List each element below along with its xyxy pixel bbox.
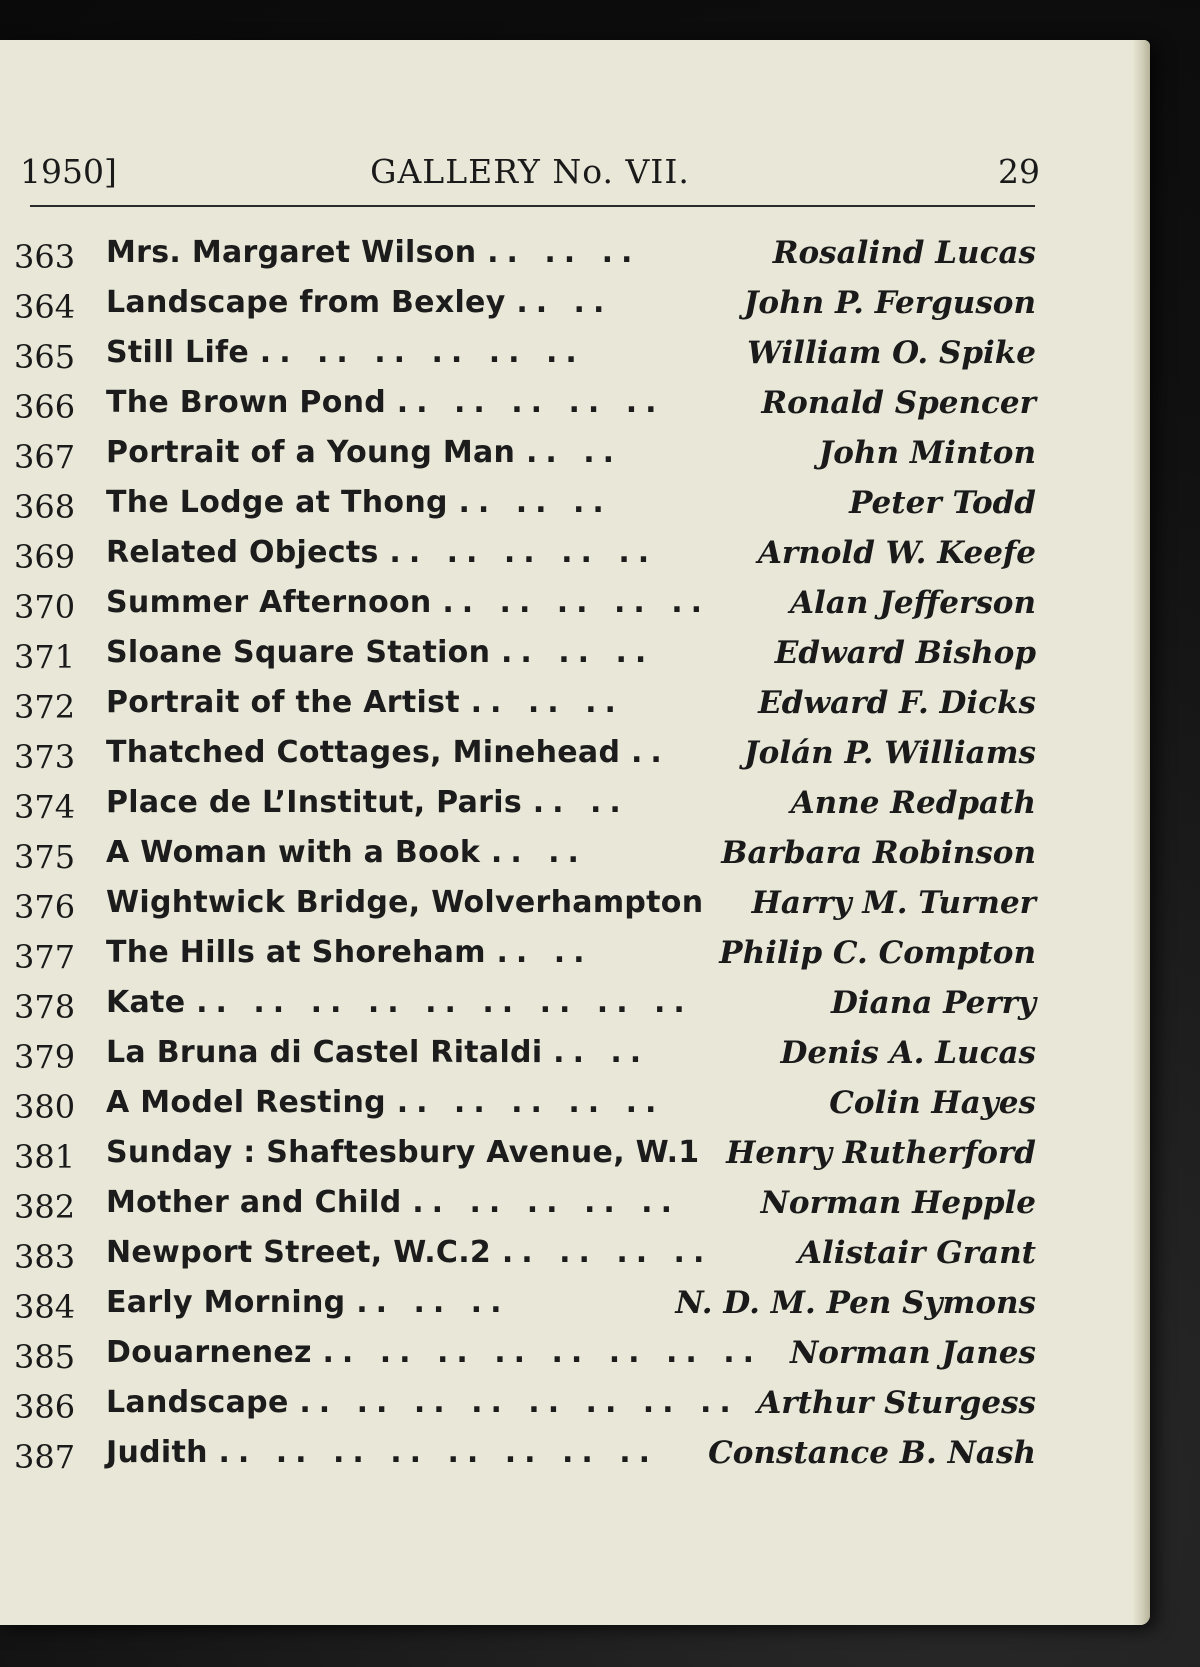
entry-title [106,1328,762,1378]
entry-title [106,1278,509,1328]
entry-title-text: Sunday : Shaftesbury Avenue, W.1 [106,1135,700,1170]
entry-title-text: Thatched Cottages, Minehead [106,735,621,770]
entry-number: 381 [14,1138,76,1176]
catalogue-entry [14,1228,1036,1278]
catalogue-entry [14,728,1036,778]
entry-title-text: The Hills at Shoreham [106,935,486,970]
entry-artist: Anne Redpath [790,785,1036,821]
entry-number: 371 [14,638,76,676]
dot-leader: .. .. [516,285,613,320]
entry-number: 367 [14,438,76,476]
catalogue-entry [14,678,1036,728]
dot-leader: .. .. .. .. .. .. .. .. .. [196,985,693,1020]
entry-title [106,1078,664,1128]
entry-title-text: Summer Afternoon [106,585,432,620]
entry-number: 370 [14,588,76,626]
entry-artist: N. D. M. Pen Symons [675,1285,1036,1321]
dot-leader: .. .. .. [487,235,641,270]
catalogue-entry [14,878,1036,928]
dot-leader: .. .. .. .. .. .. [259,335,585,370]
entry-artist: Colin Hayes [829,1085,1036,1121]
catalogue-entry [14,528,1036,578]
entry-title-text: Judith [106,1435,208,1470]
entry-number: 363 [14,238,76,276]
entry-artist: Jolán P. Williams [743,735,1036,771]
entry-number: 379 [14,1038,76,1076]
entry-artist: Peter Todd [849,485,1036,521]
entry-number: 385 [14,1338,76,1376]
catalogue-page [0,40,1150,1625]
entry-title-text: A Model Resting [106,1085,386,1120]
running-head [20,152,1040,202]
entry-title-text: Mother and Child [106,1185,402,1220]
catalogue-entry [14,378,1036,428]
dot-leader: .. .. .. .. .. .. .. .. [218,1435,658,1470]
entry-number: 368 [14,488,76,526]
entry-title [106,928,593,978]
catalogue-entry [14,628,1036,678]
entry-title-text: La Bruna di Castel Ritaldi [106,1035,543,1070]
entry-artist: Ronald Spencer [761,385,1036,421]
entry-number: 369 [14,538,76,576]
catalogue-entry [14,1328,1036,1378]
entry-title-text: Wightwick Bridge, Wolverhampton [106,885,704,920]
entry-artist: Arnold W. Keefe [757,535,1036,571]
entry-title [106,828,587,878]
catalogue-entry [14,478,1036,528]
entry-artist: John Minton [818,435,1036,471]
catalogue-entry [14,278,1036,328]
entry-title [106,1378,739,1428]
catalogue-entry [14,1128,1036,1178]
dot-leader: .. .. [553,1035,650,1070]
page-number: 29 [998,152,1040,191]
entry-artist: Barbara Robinson [721,835,1036,871]
entry-number: 377 [14,938,76,976]
entry-number: 380 [14,1088,76,1126]
dot-leader: .. .. .. [356,1285,510,1320]
entry-title [106,378,665,428]
dot-leader: .. .. .. [470,685,624,720]
catalogue-entry [14,1378,1036,1428]
entry-artist: Denis A. Lucas [780,1035,1036,1071]
entry-artist: Harry M. Turner [751,885,1036,921]
catalogue-entry [14,928,1036,978]
entry-title [106,528,657,578]
entry-title-text: Early Morning [106,1285,346,1320]
dot-leader: .. .. .. .. .. .. .. .. [299,1385,739,1420]
catalogue-entry [14,428,1036,478]
entry-artist: Diana Perry [830,985,1036,1021]
entry-title [106,978,693,1028]
entry-number: 376 [14,888,76,926]
entry-title [106,1428,658,1478]
dot-leader: .. .. .. .. .. .. .. .. [322,1335,762,1370]
catalogue-entry [14,1178,1036,1228]
entry-artist: William O. Spike [747,335,1036,371]
entry-number: 374 [14,788,76,826]
entry-title [106,278,612,328]
entry-number: 375 [14,838,76,876]
entry-number: 373 [14,738,76,776]
dot-leader: .. .. .. .. .. [396,1085,665,1120]
entry-number: 386 [14,1388,76,1426]
entry-number: 365 [14,338,76,376]
entry-title [106,728,670,778]
entry-artist: John P. Ferguson [743,285,1036,321]
entry-title-text: Mrs. Margaret Wilson [106,235,477,270]
entry-title [106,678,624,728]
entry-number: 384 [14,1288,76,1326]
dot-leader: .. .. [525,435,622,470]
entry-artist: Norman Janes [789,1335,1036,1371]
dot-leader: .. .. .. .. .. [396,385,665,420]
entry-title [106,1178,680,1228]
entry-title-text: Landscape [106,1385,289,1420]
entry-artist: Arthur Sturgess [757,1385,1036,1421]
entry-number: 382 [14,1188,76,1226]
entry-title-text: A Woman with a Book [106,835,481,870]
dot-leader: .. .. [532,785,629,820]
entry-title-text: Kate [106,985,186,1020]
entry-title-text: Still Life [106,335,250,370]
catalogue-list [14,228,1036,1478]
entry-artist: Edward Bishop [774,635,1036,671]
dot-leader: .. [631,735,670,770]
entry-title [106,428,622,478]
dot-leader: .. .. .. [501,635,655,670]
entry-number: 364 [14,288,76,326]
entry-title-text: The Brown Pond [106,385,387,420]
entry-title [106,1028,649,1078]
entry-title-text: Landscape from Bexley [106,285,506,320]
entry-title [106,778,629,828]
entry-title-text: Portrait of a Young Man [106,435,516,470]
page-title: GALLERY No. VII. [370,152,690,191]
entry-number: 387 [14,1438,76,1476]
dot-leader: .. .. .. .. .. [389,535,658,570]
entry-title [106,478,612,528]
entry-number: 366 [14,388,76,426]
header-rule [30,205,1035,207]
dot-leader: .. .. .. [458,485,612,520]
dot-leader: .. .. .. .. .. [412,1185,680,1220]
dot-leader: .. .. .. .. .. [442,585,711,620]
dot-leader: .. .. .. .. [501,1235,713,1270]
entry-title-text: Sloane Square Station [106,635,491,670]
entry-artist: Constance B. Nash [708,1435,1036,1471]
entry-title-text: Portrait of the Artist [106,685,460,720]
catalogue-entry [14,1078,1036,1128]
entry-title-text: Place de L’Institut, Paris [106,785,523,820]
catalogue-entry [14,228,1036,278]
entry-title [106,228,640,278]
entry-number: 378 [14,988,76,1026]
entry-artist: Philip C. Compton [719,935,1036,971]
entry-title [106,578,710,628]
catalogue-entry [14,1028,1036,1078]
catalogue-entry [14,978,1036,1028]
catalogue-entry [14,1428,1036,1478]
entry-artist: Edward F. Dicks [758,685,1036,721]
catalogue-entry [14,778,1036,828]
entry-title-text: The Lodge at Thong [106,485,448,520]
entry-title-text: Douarnenez [106,1335,312,1370]
entry-artist: Alistair Grant [797,1235,1036,1271]
page-edge [1132,40,1150,1625]
entry-artist: Rosalind Lucas [772,235,1036,271]
entry-title [106,1228,712,1278]
entry-artist: Norman Hepple [760,1185,1036,1221]
entry-artist: Alan Jefferson [789,585,1036,621]
dot-leader: .. .. [496,935,593,970]
entry-number: 372 [14,688,76,726]
entry-title-text: Newport Street, W.C.2 [106,1235,492,1270]
catalogue-entry [14,328,1036,378]
catalogue-entry [14,1278,1036,1328]
entry-number: 383 [14,1238,76,1276]
year-label: 1950] [20,152,117,191]
entry-artist: Henry Rutherford [726,1135,1036,1171]
entry-title-text: Related Objects [106,535,379,570]
entry-title [106,878,703,928]
catalogue-entry [14,828,1036,878]
entry-title [106,1128,699,1178]
entry-title [106,328,585,378]
catalogue-entry [14,578,1036,628]
entry-title [106,628,654,678]
dot-leader: .. .. [490,835,587,870]
